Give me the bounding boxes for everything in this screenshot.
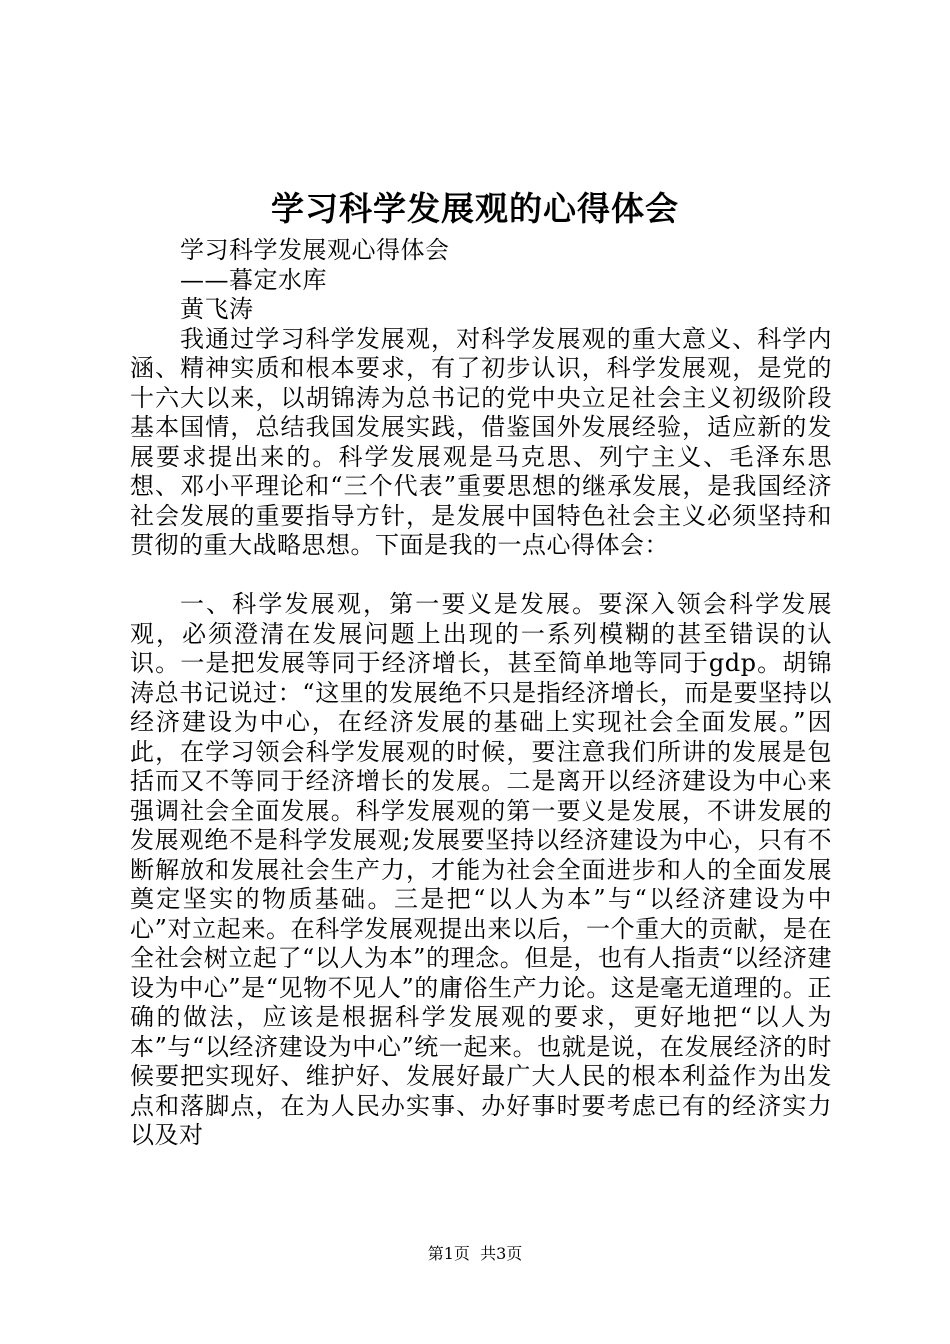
paragraph-section-one: 一、科学发展观，第一要义是发展。要深入领会科学发展观，必须澄清在发展问题上出现的一系列模糊的甚至错误的认识。一是把发展等同于经济增长，甚至简单地等同于gdp。胡锦涛总书记说过：“这里的发展绝不只是指经济增长，而是要坚持以经济建设为中心，在经济发展的基础上实现社会全面发展。”因此，在学习领会科学发展观的时候，要注意我们所讲的发展是包括而又不等同于经济增长的发展。二是离开以经济建设为中心来强调社会全面发展。科学发展观的第一要义是发展，不讲发展的发展观绝不是科学发展观;发展要坚持以经济建设为中心，只有不断解放和发展社会生产力，才能为社会全面进步和人的全面发展奠定坚实的物质基础。三是把“以人为本”与“以经济建设为中心”对立起来。在科学发展观提出来以后，一个重大的贡献，是在全社会树立起了“以人为本”的理念。但是，也有人指责“以经济建设为中心”是“见物不见人”的庸俗生产力论。这是毫无道理的。正确的做法，应该是根据科学发展观的要求，更好地把“以人为本”与“以经济建设为中心”统一起来。也就是说，在发展经济的时候要把实现好、维护好、发展好最广大人民的根本利益作为出发点和落脚点，在为人民办实事、办好事时要考虑已有的经济实力以及对 bbox=[130, 590, 832, 1149]
paragraph-spacer bbox=[130, 561, 832, 591]
document-unit: ——暮定水库 bbox=[180, 265, 327, 294]
page-total-label: 共3页 bbox=[480, 1244, 523, 1263]
page-number-label: 第1页 bbox=[427, 1244, 470, 1263]
document-author: 黄飞涛 bbox=[180, 295, 254, 323]
page-footer bbox=[0, 1243, 950, 1265]
footer-separator bbox=[470, 1244, 480, 1263]
document-body bbox=[130, 236, 832, 1151]
document-title: 学习科学发展观的心得体会 bbox=[271, 189, 679, 228]
document-subtitle: 学习科学发展观心得体会 bbox=[180, 236, 450, 264]
paragraph-intro: 我通过学习科学发展观，对科学发展观的重大意义、科学内涵、精神实质和根本要求，有了初步认识，科学发展观，是党的十六大以来，以胡锦涛为总书记的党中央立足社会主义初级阶段基本国情，总结我国发展实践，借鉴国外发展经验，适应新的发展要求提出来的。科学发展观是马克思、列宁主义、毛泽东思想、邓小平理论和“三个代表”重要思想的继承发展，是我国经济社会发展的重要指导方针，是发展中国特色社会主义必须坚持和贯彻的重大战略思想。下面是我的一点心得体会： bbox=[130, 324, 832, 559]
